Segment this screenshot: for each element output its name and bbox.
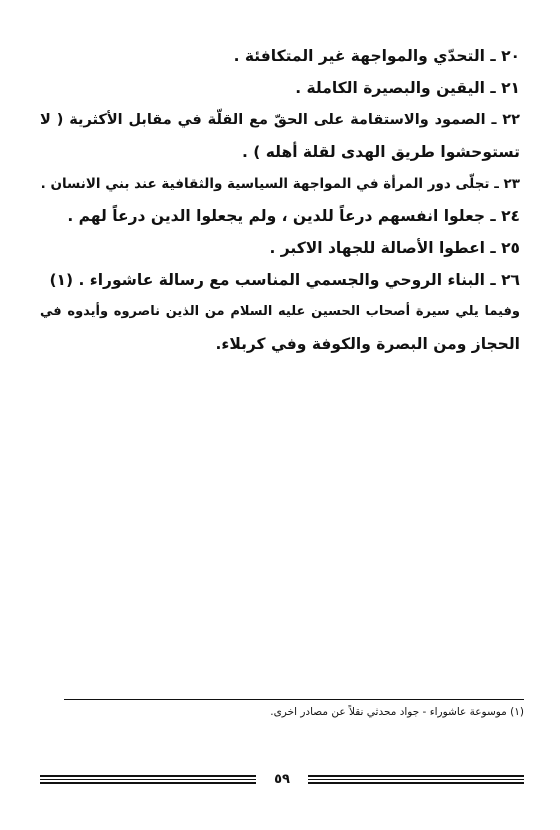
list-item-25: ٢٥ ـ اعطوا الأصالة للجهاد الاكبر . xyxy=(269,239,520,257)
list-item-26: ٢٦ ـ البناء الروحي والجسمي المناسب مع رسالة عاشوراء . (١) xyxy=(49,271,520,289)
list-item-22: ٢٢ ـ الصمود والاستقامة على الحقّ مع القلّة في مقابل الأكثرية ( لا xyxy=(40,112,520,128)
paragraph-line-1: وفيما يلي سيرة أصحاب الحسين عليه السلام من الذين ناصروه وأيدوه في xyxy=(40,304,520,319)
list-item-20: ٢٠ ـ التحدّي والمواجهة غير المتكافئة . xyxy=(233,47,520,65)
list-item-24: ٢٤ ـ جعلوا انفسهم درعاً للدين ، ولم يجعلوا الدين درعاً لهم . xyxy=(67,207,520,225)
footnote: (١) موسوعة عاشوراء - جواد محدثي نقلاً عن مصادر اخرى. xyxy=(270,706,524,718)
main-text xyxy=(40,40,520,360)
footnote-separator xyxy=(64,699,524,700)
list-item-21: ٢١ ـ اليقين والبصيرة الكاملة . xyxy=(295,79,520,97)
list-item-23: ٢٣ ـ تجلّى دور المرأة في المواجهة السياسية والثقافية عند بني الانسان . xyxy=(40,176,520,192)
list-item-22-continuation: تستوحشوا طريق الهدى لقلة أهله ) . xyxy=(241,143,520,161)
page-number: ٥٩ xyxy=(274,772,290,787)
page-footer xyxy=(40,768,524,792)
footer-rule-left xyxy=(40,775,256,784)
paragraph-line-2: الحجاز ومن البصرة والكوفة وفي كربلاء. xyxy=(215,335,520,353)
footer-rule-right xyxy=(308,775,524,784)
